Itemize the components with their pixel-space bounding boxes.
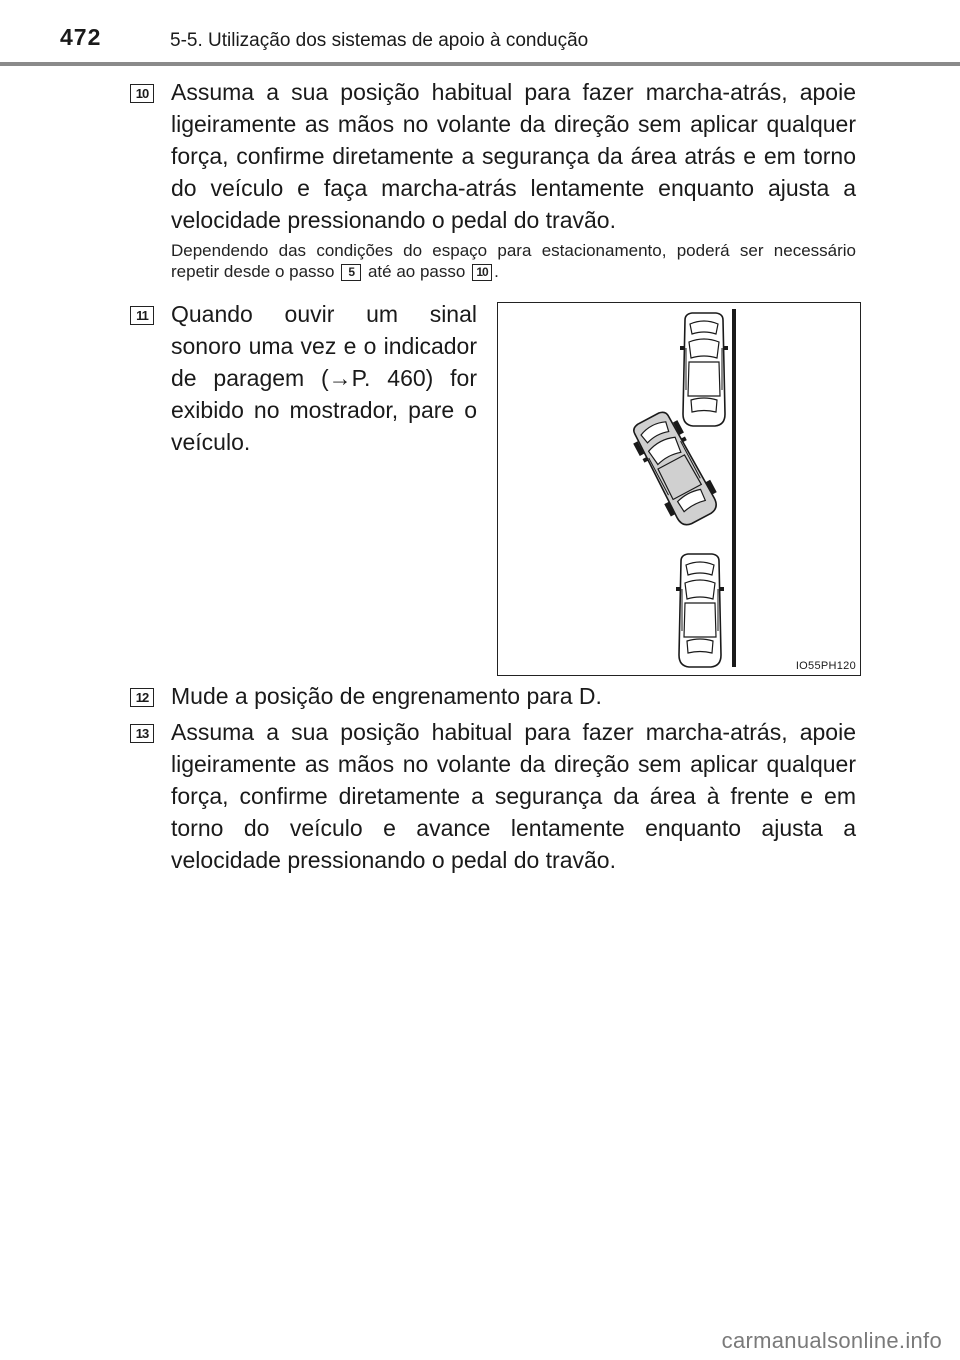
step-badge-13: 13 [130, 724, 154, 743]
page-number: 472 [60, 24, 102, 50]
note-text-before: Dependendo das condições do espaço para estacionamento, poderá ser necessário repetir desde o passo [171, 241, 856, 281]
step-badge-11: 11 [130, 306, 154, 325]
step-badge-10: 10 [130, 84, 154, 103]
watermark: carmanualsonline.info [721, 1328, 942, 1353]
step-12-text: Mude a posição de engrenamento para D. [171, 683, 602, 709]
parked-car-icon [680, 313, 728, 426]
figure-code: IO55PH120 [795, 660, 856, 672]
note-step-badge-5: 5 [341, 264, 361, 281]
step-badge-12: 12 [130, 688, 154, 707]
step-10-note [171, 240, 856, 282]
step-13-text: Assuma a sua posição habitual para fazer marcha-atrás, apoie ligeiramente as mãos no volante da direção sem aplicar qualquer força, confirme diretamente a segurança da área à frente e em torno do veículo e avance lentamente enquanto ajusta a velocidade pressionando o pedal do travão. [171, 719, 856, 873]
parking-diagram [498, 303, 860, 675]
parked-car-icon [676, 554, 724, 667]
step-10-text: Assuma a sua posição habitual para fazer marcha-atrás, apoie ligeiramente as mãos no volante da direção sem aplicar qualquer força, confirme diretamente a segurança da área atrás e em torno do veículo e faça marcha-atrás lentamente enquanto ajusta a velocidade pressionando o pedal do travão. [171, 79, 856, 233]
step-11-text: Quando ouvir um sinal sonoro uma vez e o indicador de paragem (→P. 460) for exibido no mostrador, pare o veículo. [171, 301, 477, 455]
section-title: 5-5. Utilização dos sistemas de apoio à condução [170, 30, 589, 51]
note-step-badge-10: 10 [472, 264, 492, 281]
note-text-after: . [494, 262, 499, 281]
header-rule [0, 62, 960, 66]
parking-illustration [497, 302, 861, 676]
note-text-middle: até ao passo [367, 262, 466, 281]
